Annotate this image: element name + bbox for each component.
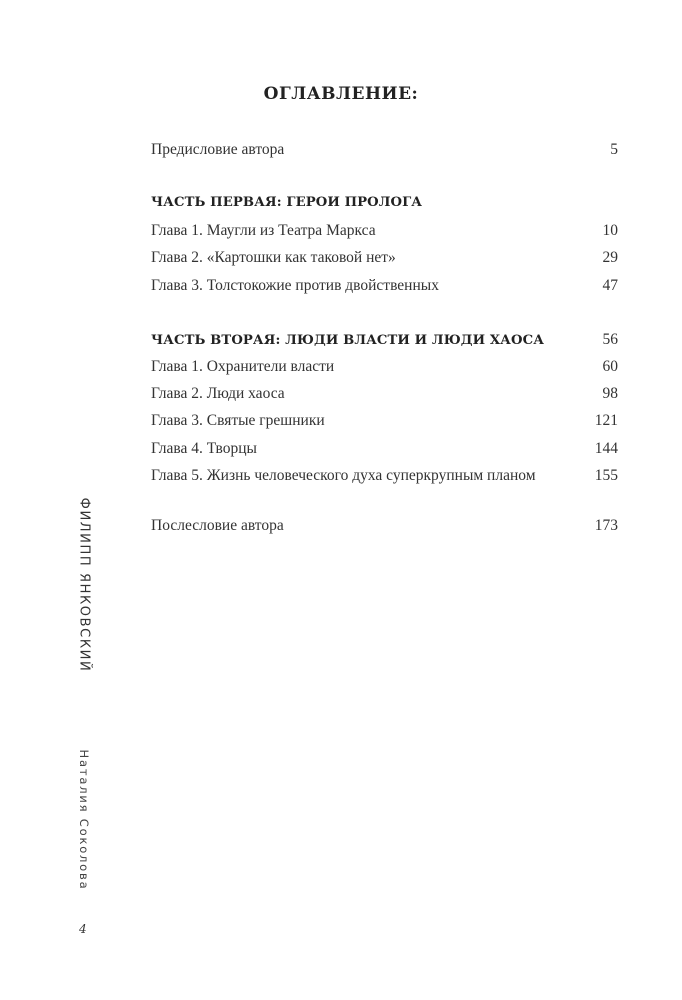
toc-entry-page: 56 [602, 331, 618, 348]
toc-entry-chapter [151, 249, 618, 267]
toc-entry-chapter [151, 277, 618, 295]
toc-entry-part-one [151, 195, 618, 210]
toc-entry-label: Предисловие автора [151, 141, 285, 158]
running-head-editor: Наталия Соколова [77, 749, 91, 891]
toc-entry-label: Глава 4. Творцы [151, 440, 257, 457]
toc-entry-page: 173 [594, 517, 618, 534]
toc-entry-chapter [151, 412, 618, 430]
page-number: 4 [79, 922, 87, 936]
toc-entry-chapter [151, 222, 618, 240]
toc-entry-page: 29 [602, 249, 618, 266]
toc-entry-chapter [151, 358, 618, 376]
toc-part-label: ЧАСТЬ ПЕРВАЯ: ГЕРОИ ПРОЛОГА [151, 195, 423, 210]
toc-entry-page: 5 [610, 141, 618, 158]
toc-entry-chapter [151, 440, 618, 458]
toc-entry-preface [151, 141, 618, 159]
toc-entry-label: Послесловие автора [151, 517, 284, 534]
toc-title: ОГЛАВЛЕНИЕ: [263, 84, 419, 104]
toc-entry-afterword [151, 517, 618, 535]
toc-entry-page: 121 [594, 412, 618, 429]
toc-entry-label: Глава 2. «Картошки как таковой нет» [151, 249, 396, 266]
toc-entry-page: 144 [594, 440, 618, 457]
toc-entry-page: 47 [602, 277, 618, 294]
toc-entry-page: 155 [594, 467, 618, 484]
toc-entry-label: Глава 1. Охранители власти [151, 358, 335, 375]
toc-entry-page: 10 [602, 222, 618, 239]
toc-entry-label: Глава 3. Толстокожие против двойственных [151, 277, 439, 294]
toc-entry-chapter [151, 385, 618, 403]
toc-entry-page: 98 [602, 385, 618, 402]
running-head-author: ФИЛИПП ЯНКОВСКИЙ [76, 497, 92, 673]
toc-entry-chapter [151, 467, 618, 485]
toc-entry-label: Глава 5. Жизнь человеческого духа суперкрупным планом [151, 467, 536, 484]
toc-entry-page: 60 [602, 358, 618, 375]
toc-part-label: ЧАСТЬ ВТОРАЯ: ЛЮДИ ВЛАСТИ И ЛЮДИ ХАОСА [151, 333, 545, 348]
toc-entry-label: Глава 1. Маугли из Театра Маркса [151, 222, 376, 239]
toc-entry-label: Глава 2. Люди хаоса [151, 385, 285, 402]
toc-entry-label: Глава 3. Святые грешники [151, 412, 325, 429]
toc-entry-part-two [151, 331, 618, 349]
